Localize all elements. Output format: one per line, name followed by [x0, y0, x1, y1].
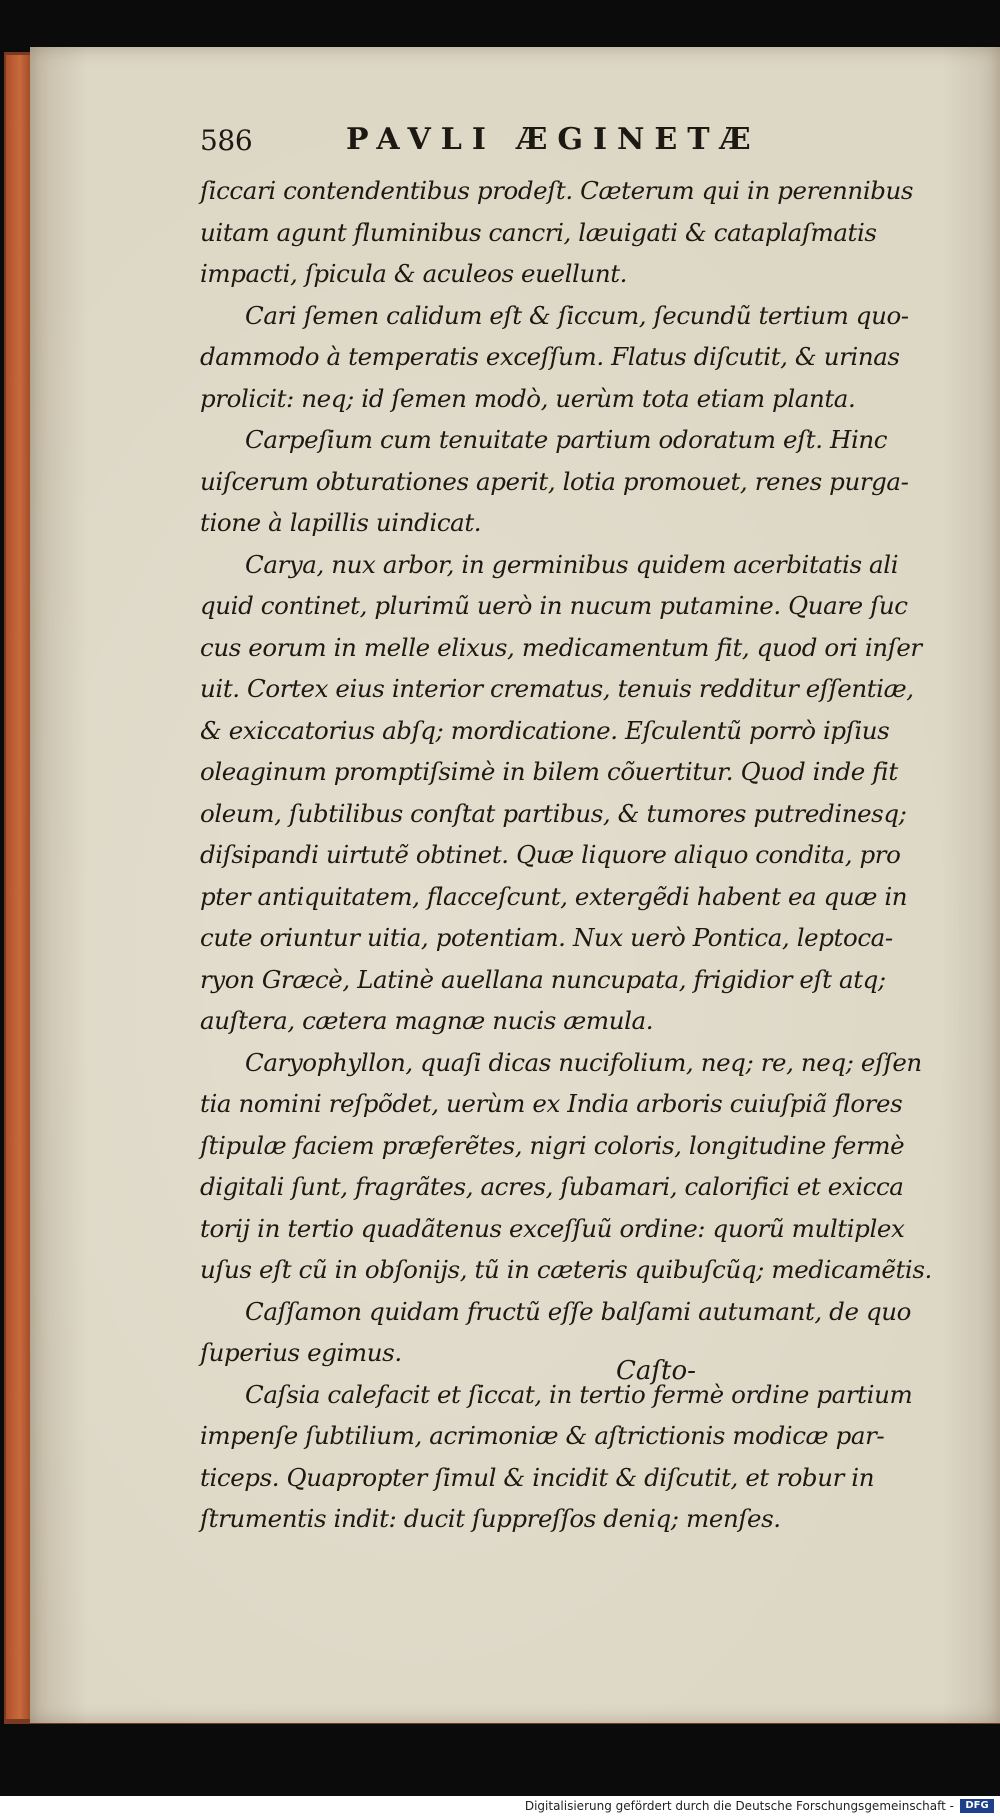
text-line: Carpeſium cum tenuitate partium odoratum eſt. Hinc: [245, 425, 888, 454]
text-line: diſsipandi uirtutẽ obtinet. Quæ liquore aliquo condita, pro: [200, 840, 901, 869]
text-line: cus eorum in melle elixus, medicamentum fit, quod ori inſer: [200, 632, 922, 662]
text-line: uitam agunt fluminibus cancri, læuigati & cataplaſmatis: [200, 217, 877, 247]
body-text: [200, 170, 932, 1540]
running-title: PAVLI ÆGINETÆ: [346, 122, 761, 157]
text-line: cute oriuntur uitia, potentiam. Nux uerò Pontica, leptoca-: [200, 923, 893, 952]
catchword: Caſto-: [616, 1356, 696, 1386]
digitization-footer: [0, 1796, 1000, 1817]
text-line: Cari ſemen calidum eſt & ſiccum, ſecundũ tertium quo-: [245, 300, 909, 330]
text-line: oleum, ſubtilibus conſtat partibus, & tumores putredinesq;: [200, 798, 907, 828]
text-line: uſus eſt cũ in obſonijs, tũ in cæteris quibuſcũq; medicamẽtis.: [200, 1255, 932, 1284]
text-line: pter antiquitatem, flacceſcunt, extergẽdi habent ea quæ in: [200, 881, 908, 911]
footer-credit: Digitalisierung gefördert durch die Deutsche Forschungsgemeinschaft -: [524, 1799, 954, 1813]
text-line: auſtera, cætera magnæ nucis æmula.: [200, 1006, 654, 1035]
text-line: torij in tertio quadãtenus exceſſuũ ordine: quorũ multiplex: [200, 1213, 905, 1243]
text-line: dammodo à temperatis exceſſum. Flatus diſcutit, & urinas: [200, 342, 900, 371]
text-line: Caſsia calefacit et ſiccat, in tertio fermè ordine partium: [245, 1379, 913, 1409]
text-line: ſtipulæ faciem præferẽtes, nigri coloris, longitudine fermè: [200, 1130, 905, 1160]
text-line: & exiccatorius abſq; mordicatione. Eſculentũ porrò ipſius: [200, 715, 890, 745]
text-line: digitali ſunt, fragrãtes, acres, ſubamari, calorifici et exicca: [200, 1172, 904, 1201]
text-line: ryon Græcè, Latinè auellana nuncupata, frigidior eſt atq;: [200, 964, 886, 994]
text-line: Caryophyllon, quaſi dicas nucifolium, neq; re, neq; eſſen: [245, 1047, 922, 1077]
text-line: tione à lapillis uindicat.: [200, 508, 482, 537]
dfg-logo: DFG: [960, 1799, 994, 1813]
text-line: uiſcerum obturationes aperit, lotia promouet, renes purga-: [200, 466, 909, 496]
text-line: tia nomini reſpõdet, uerùm ex India arboris cuiuſpiã flores: [200, 1089, 903, 1118]
text-line: impacti, ſpicula & aculeos euellunt.: [200, 259, 628, 288]
text-line: prolicit: neq; id ſemen modò, uerùm tota etiam planta.: [200, 383, 856, 413]
page-header: [200, 122, 920, 170]
text-line: impenſe ſubtilium, acrimoniæ & aſtrictionis modicæ par-: [200, 1421, 885, 1450]
text-line: Carya, nux arbor, in germinibus quidem acerbitatis ali: [245, 549, 899, 579]
text-line: uit. Cortex eius interior crematus, tenuis redditur eſſentiæ,: [200, 674, 914, 703]
text-line: ticeps. Quapropter ſimul & incidit & diſcutit, et robur in: [200, 1462, 875, 1492]
text-line: Caſſamon quidam fructũ eſſe balſami autumant, de quo: [245, 1296, 911, 1326]
text-line: ſiccari contendentibus prodeſt. Cæterum qui in perennibus: [200, 176, 914, 205]
text-line: ſtrumentis indit: ducit ſuppreſſos deniq; menſes.: [200, 1504, 781, 1533]
text-line: ſuperius egimus.: [200, 1338, 402, 1367]
page-number: 586: [200, 124, 253, 157]
text-line: quid continet, plurimũ uerò in nucum putamine. Quare ſuc: [200, 591, 908, 620]
page-text: [200, 122, 932, 1540]
text-line: oleaginum promptiſsimè in bilem cõuertitur. Quod inde fit: [200, 757, 898, 786]
